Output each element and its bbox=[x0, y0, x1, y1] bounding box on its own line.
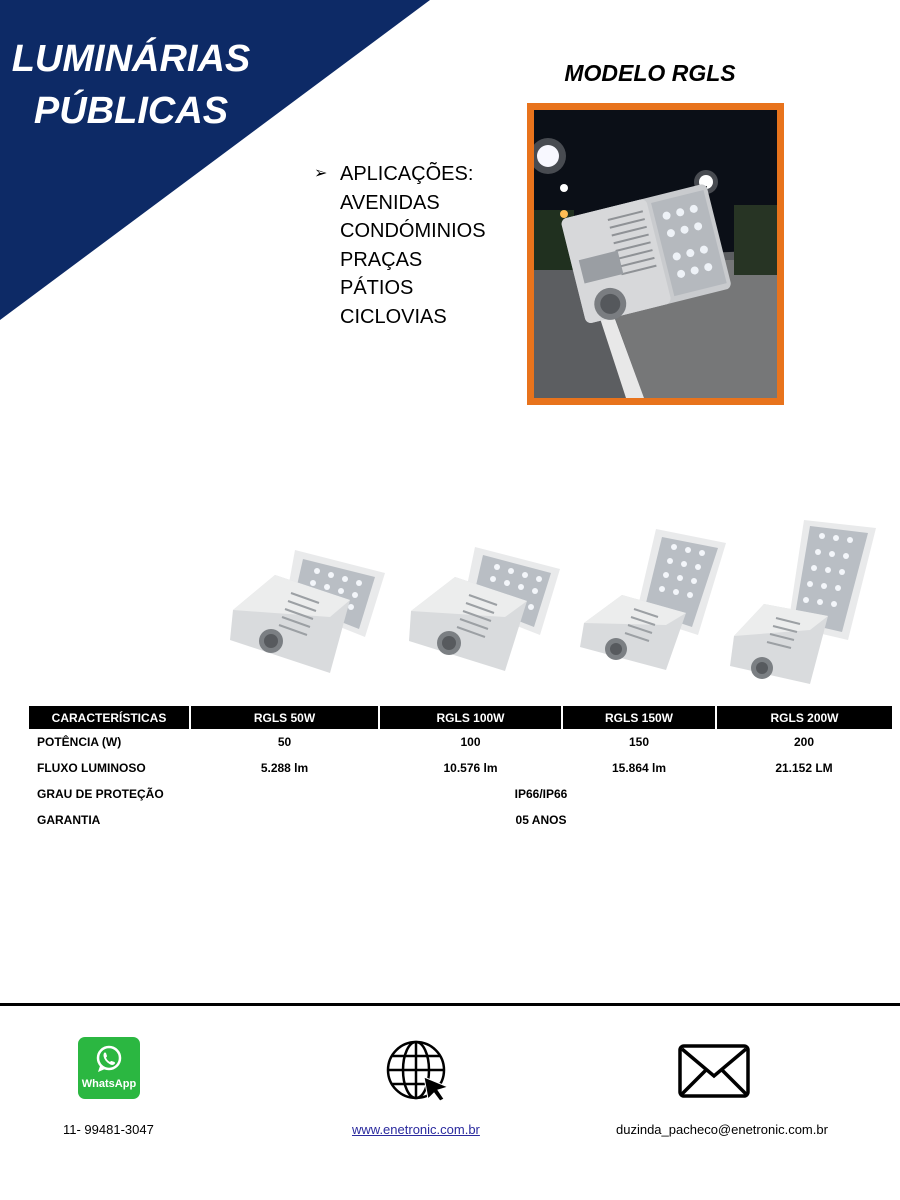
table-cell: 21.152 LM bbox=[775, 761, 833, 775]
application-item: PÁTIOS bbox=[340, 277, 414, 299]
specifications-table bbox=[29, 706, 892, 833]
application-item: CONDÓMINIOS bbox=[340, 220, 486, 242]
whatsapp-phone-icon bbox=[94, 1044, 124, 1074]
table-header-row bbox=[29, 706, 892, 729]
whatsapp-label: WhatsApp bbox=[81, 1078, 137, 1090]
row-label: FLUXO LUMINOSO bbox=[37, 761, 146, 775]
globe-icon[interactable] bbox=[386, 1039, 452, 1103]
website-link[interactable]: www.enetronic.com.br bbox=[352, 1122, 480, 1137]
application-item: AVENIDAS bbox=[340, 191, 440, 214]
table-header-cell: RGLS 200W bbox=[716, 706, 892, 729]
table-cell: 200 bbox=[793, 735, 815, 749]
luminaire-rgls-100w-image bbox=[405, 543, 565, 675]
table-row bbox=[29, 781, 892, 807]
arrow-bullet-icon: ➢ bbox=[314, 165, 328, 182]
street-light-photo bbox=[534, 110, 777, 398]
table-cell: 15.864 lm bbox=[611, 761, 667, 775]
table-row bbox=[29, 807, 892, 833]
applications-list bbox=[314, 160, 486, 331]
applications-heading: APLICAÇÕES: bbox=[340, 163, 474, 185]
luminaire-rgls-50w-image bbox=[225, 545, 390, 675]
table-cell: 05 ANOS bbox=[515, 813, 567, 827]
phone-number: 11- 99481-3047 bbox=[63, 1122, 154, 1137]
table-header-cell: RGLS 50W bbox=[190, 706, 379, 729]
footer-divider bbox=[0, 1003, 900, 1006]
luminaire-rgls-150w-image bbox=[578, 525, 730, 673]
luminaire-rgls-200w-image bbox=[728, 518, 878, 686]
page-title-line2: PÚBLICAS bbox=[33, 90, 229, 132]
product-photo-frame bbox=[527, 103, 784, 405]
row-label: GARANTIA bbox=[37, 813, 101, 827]
table-header-cell: CARACTERÍSTICAS bbox=[29, 706, 190, 729]
table-row bbox=[29, 729, 892, 755]
table-cell: 50 bbox=[277, 735, 292, 749]
envelope-icon[interactable] bbox=[678, 1044, 750, 1098]
model-title: MODELO RGLS bbox=[564, 60, 736, 86]
email-address: duzinda_pacheco@enetronic.com.br bbox=[616, 1122, 828, 1137]
table-cell: 10.576 lm bbox=[443, 761, 498, 775]
application-item: PRAÇAS bbox=[340, 248, 423, 271]
row-label: GRAU DE PROTEÇÃO bbox=[37, 787, 164, 801]
website-link-wrapper bbox=[352, 1122, 480, 1137]
table-cell: 5.288 lm bbox=[260, 761, 309, 775]
whatsapp-icon[interactable] bbox=[78, 1037, 140, 1099]
application-item: CICLOVIAS bbox=[340, 305, 447, 328]
row-label: POTÊNCIA (W) bbox=[37, 735, 122, 749]
table-cell: IP66/IP66 bbox=[514, 787, 568, 801]
table-header-cell: RGLS 150W bbox=[562, 706, 716, 729]
table-cell: 100 bbox=[460, 735, 481, 749]
table-row bbox=[29, 755, 892, 781]
table-cell: 150 bbox=[628, 735, 650, 749]
page-title-line1: LUMINÁRIAS bbox=[11, 38, 251, 80]
table-header-cell: RGLS 100W bbox=[379, 706, 562, 729]
